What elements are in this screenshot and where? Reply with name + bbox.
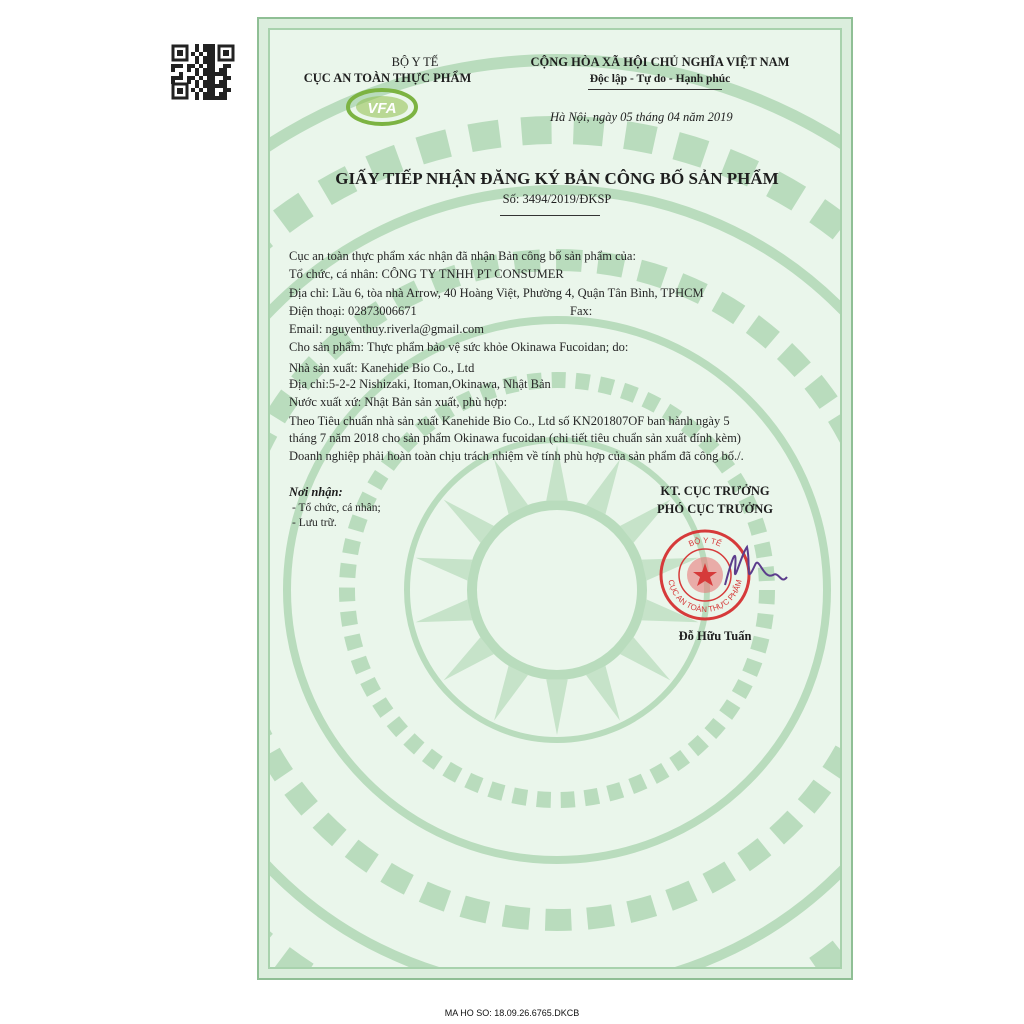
- signer-name: Đỗ Hữu Tuấn: [678, 629, 752, 643]
- body-line-standard-1: Theo Tiêu chuẩn nhà sản xuất Kanehide Bio Co., Ltd số KN201807OF ban hành ngày 5: [289, 414, 730, 428]
- recipient-item: - Lưu trữ.: [292, 517, 337, 529]
- drum-star-ray: [416, 558, 473, 581]
- body-line-organization: Tổ chức, cá nhân: CÔNG TY TNHH PT CONSUMER: [289, 267, 564, 281]
- motto: Độc lập - Tự do - Hạnh phúc: [589, 73, 731, 85]
- title-underline: [500, 215, 600, 216]
- official-seal-and-signature: [655, 525, 805, 625]
- body-line-product: Cho sản phẩm: Thực phẩm bảo vệ sức khỏe Okinawa Fucoidan; do:: [289, 340, 629, 354]
- seal-top-text: BỘ Y TẾ: [687, 535, 723, 549]
- recipients-heading: Nơi nhận:: [289, 485, 343, 499]
- body-line-email: Email: nguyenthuy.riverla@gmail.com: [289, 322, 485, 336]
- svg-text:BỘ Y TẾ: [687, 536, 723, 549]
- body-line-address: Địa chỉ: Lầu 6, tòa nhà Arrow, 40 Hoàng Việt, Phường 4, Quận Tân Bình, TPHCM: [289, 286, 704, 300]
- drum-star-ray: [416, 599, 473, 622]
- signer-title-2: PHÓ CỤC TRƯỞNG: [657, 502, 773, 516]
- body-line-phone: Điện thoại: 02873006671: [289, 304, 417, 318]
- ministry-name: BỘ Y TẾ: [391, 55, 439, 69]
- drum-star-ray: [494, 459, 528, 514]
- signer-title-1: KT. CỤC TRƯỞNG: [660, 484, 770, 498]
- qr-code: [171, 44, 235, 100]
- document-number: Số: 3494/2019/ĐKSP: [502, 192, 612, 206]
- body-line-manufacturer-address: Địa chỉ:5-2-2 Nishizaki, Itoman,Okinawa, Nhật Bản: [289, 377, 551, 391]
- recipient-item: - Tổ chức, cá nhân;: [292, 502, 381, 514]
- body-line-manufacturer: Nhà sản xuất: Kanehide Bio Co., Ltd: [289, 361, 475, 375]
- drum-star-ray: [546, 679, 568, 735]
- body-line-fax: Fax:: [570, 304, 593, 318]
- motto-underline: [588, 89, 722, 90]
- body-line-intro: Cục an toàn thực phẩm xác nhận đã nhận Bản công bố sản phẩm của:: [289, 249, 636, 263]
- seal-bottom-text: CỤC AN TOÀN THỰC PHẨM: [666, 578, 744, 615]
- body-line-standard-2: tháng 7 năm 2018 cho sản phẩm Okinawa fucoidan (chi tiết tiêu chuẩn sản xuất đính kèm): [289, 431, 741, 445]
- certificate-inner-frame: [268, 28, 842, 969]
- certificate-document: [257, 17, 853, 980]
- file-code-footer: MA HO SO: 18.09.26.6765.DKCB: [444, 1008, 580, 1018]
- drum-star-ray: [586, 666, 620, 721]
- document-title: GIẤY TIẾP NHẬN ĐĂNG KÝ BẢN CÔNG BỐ SẢN PHẨM: [335, 169, 779, 188]
- agency-name: CỤC AN TOÀN THỰC PHẨM: [303, 71, 472, 85]
- vfa-logo: [344, 86, 420, 128]
- body-line-origin: Nước xuất xứ: Nhật Bản sản xuất, phù hợp:: [289, 395, 508, 409]
- body-line-responsibility: Doanh nghiệp phải hoàn toàn chịu trách nhiệm về tính phù hợp của sản phẩm đã công bố./.: [289, 449, 744, 463]
- vfa-logo-text: VFA: [367, 100, 397, 117]
- date-line: Hà Nội, ngày 05 tháng 04 năm 2019: [550, 110, 733, 124]
- country-name: CỘNG HÒA XÃ HỘI CHỦ NGHĨA VIỆT NAM: [530, 55, 790, 69]
- drum-star-ray: [494, 666, 528, 721]
